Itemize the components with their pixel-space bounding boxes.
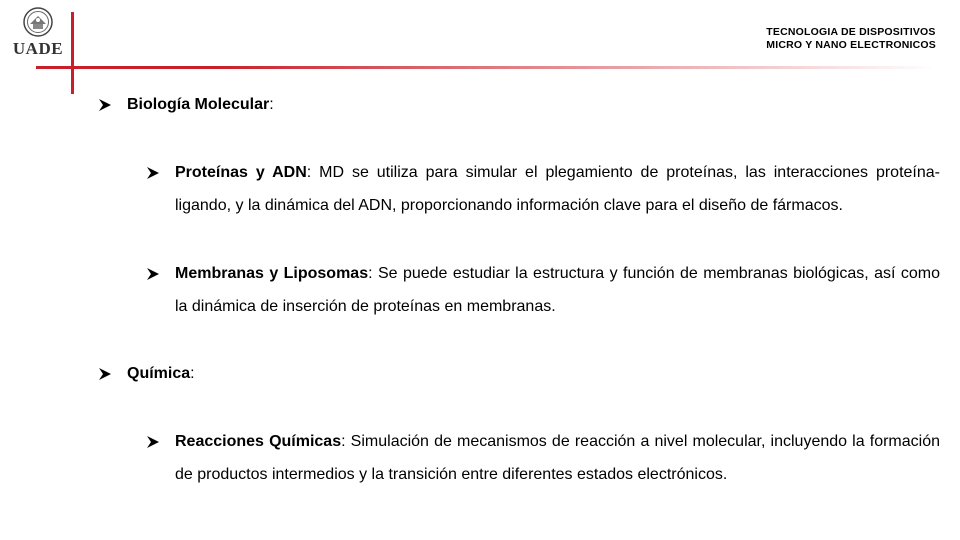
course-title-line-2: MICRO Y NANO ELECTRONICOS <box>766 39 936 51</box>
section-title: Química <box>127 365 191 382</box>
university-seal-icon <box>8 6 68 40</box>
arrow-bullet-icon <box>146 166 160 180</box>
bullet-term: Membranas y Liposomas <box>175 265 369 282</box>
bullet-term: Proteínas y ADN <box>175 164 307 181</box>
bullet-description: : Simulación de mecanismos de reacción a nivel molecular, incluyendo la formación de productos intermedios y la transición entre diferentes estados electrónicos. <box>175 433 941 483</box>
bullet-proteinas <box>146 156 940 222</box>
course-title-line-1: TECNOLOGIA DE DISPOSITIVOS <box>766 26 936 38</box>
section-suffix: : <box>269 96 274 113</box>
uade-logo <box>8 6 68 62</box>
vertical-red-rule <box>71 12 74 94</box>
arrow-bullet-icon <box>98 98 112 112</box>
section-suffix: : <box>190 365 195 382</box>
logo-text: UADE <box>12 39 64 58</box>
arrow-bullet-icon <box>146 435 160 449</box>
course-title <box>766 26 936 52</box>
section-title: Biología Molecular <box>127 96 270 113</box>
arrow-bullet-icon <box>146 267 160 281</box>
bullet-description: : MD se utiliza para simular el plegamiento de proteínas, las interacciones proteína-ligando, y la dinámica del ADN, proporcionando información clave para el diseño de fármacos. <box>175 164 940 214</box>
horizontal-red-rule <box>36 66 936 69</box>
bullet-description: : Se puede estudiar la estructura y función de membranas biológicas, así como la dinámica de inserción de proteínas en membranas. <box>175 265 940 315</box>
bullet-term: Reacciones Químicas <box>175 433 342 450</box>
arrow-bullet-icon <box>98 367 112 381</box>
bullet-membranas <box>146 257 940 323</box>
bullet-reacciones <box>146 425 940 491</box>
